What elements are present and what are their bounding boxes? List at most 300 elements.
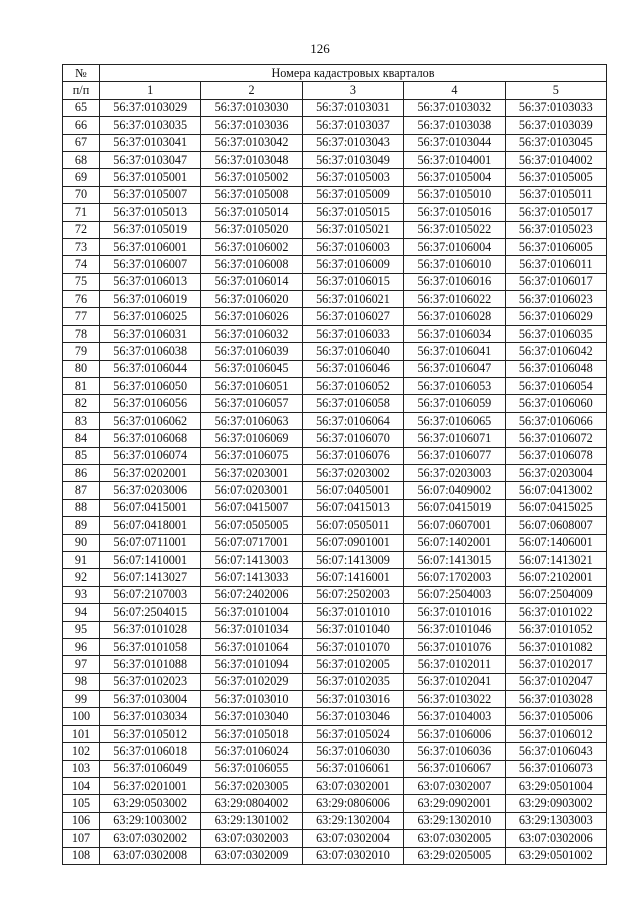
cadastral-number-cell: 56:37:0203003	[404, 464, 505, 481]
cadastral-number-cell: 56:37:0104001	[404, 151, 505, 168]
cadastral-number-cell: 56:07:1406001	[505, 534, 606, 551]
cadastral-number-cell: 56:37:0102035	[302, 673, 403, 690]
row-number-cell: 99	[63, 691, 100, 708]
table-row	[63, 830, 607, 847]
table-row	[63, 656, 607, 673]
cadastral-number-cell: 56:07:0409002	[404, 482, 505, 499]
cadastral-number-cell: 56:37:0101058	[100, 638, 201, 655]
cadastral-number-cell: 56:37:0106076	[302, 447, 403, 464]
cadastral-number-cell: 63:29:0501004	[505, 778, 606, 795]
table-row	[63, 134, 607, 151]
cadastral-number-cell: 56:37:0105009	[302, 186, 403, 203]
row-number-cell: 90	[63, 534, 100, 551]
column-number: 3	[302, 82, 403, 99]
row-number-cell: 72	[63, 221, 100, 238]
row-number-cell: 104	[63, 778, 100, 795]
cadastral-number-cell: 56:37:0102047	[505, 673, 606, 690]
cadastral-number-cell: 63:07:0302004	[302, 830, 403, 847]
cadastral-number-cell: 56:37:0106028	[404, 308, 505, 325]
cadastral-number-cell: 56:37:0106007	[100, 256, 201, 273]
row-number-cell: 91	[63, 551, 100, 568]
cadastral-number-cell: 56:37:0103038	[404, 117, 505, 134]
row-number-cell: 95	[63, 621, 100, 638]
cadastral-number-cell: 63:07:0302003	[201, 830, 302, 847]
table-row	[63, 517, 607, 534]
cadastral-number-cell: 56:07:1413009	[302, 551, 403, 568]
row-number-cell: 79	[63, 343, 100, 360]
cadastral-number-cell: 56:37:0106066	[505, 412, 606, 429]
row-number-cell: 82	[63, 395, 100, 412]
row-number-cell: 85	[63, 447, 100, 464]
table-row	[63, 464, 607, 481]
cadastral-number-cell: 63:29:1303003	[505, 812, 606, 829]
cadastral-number-cell: 56:37:0103022	[404, 691, 505, 708]
cadastral-number-cell: 56:37:0106053	[404, 378, 505, 395]
cadastral-number-cell: 56:37:0106063	[201, 412, 302, 429]
cadastral-quarters-table	[62, 64, 607, 865]
cadastral-number-cell: 56:37:0106006	[404, 725, 505, 742]
row-number-cell: 75	[63, 273, 100, 290]
table-row	[63, 795, 607, 812]
cadastral-number-cell: 56:37:0106049	[100, 760, 201, 777]
cadastral-number-cell: 56:37:0106065	[404, 412, 505, 429]
table-row	[63, 673, 607, 690]
cadastral-number-cell: 56:37:0106001	[100, 238, 201, 255]
table-row	[63, 534, 607, 551]
cadastral-number-cell: 56:07:0711001	[100, 534, 201, 551]
cadastral-number-cell: 56:37:0106015	[302, 273, 403, 290]
cadastral-number-cell: 56:07:0901001	[302, 534, 403, 551]
row-number-cell: 96	[63, 638, 100, 655]
cadastral-number-cell: 56:37:0101028	[100, 621, 201, 638]
table-row	[63, 343, 607, 360]
cadastral-number-cell: 56:37:0101022	[505, 604, 606, 621]
cadastral-number-cell: 56:37:0106012	[505, 725, 606, 742]
cadastral-number-cell: 56:37:0106009	[302, 256, 403, 273]
row-number-cell: 73	[63, 238, 100, 255]
cadastral-number-cell: 56:37:0106019	[100, 291, 201, 308]
cadastral-number-cell: 56:37:0104002	[505, 151, 606, 168]
cadastral-number-cell: 56:07:1413033	[201, 569, 302, 586]
cadastral-number-cell: 56:37:0106064	[302, 412, 403, 429]
table-row	[63, 186, 607, 203]
cadastral-number-cell: 56:37:0106045	[201, 360, 302, 377]
cadastral-number-cell: 56:37:0102011	[404, 656, 505, 673]
cadastral-number-cell: 56:07:0203001	[201, 482, 302, 499]
cadastral-number-cell: 56:07:0405001	[302, 482, 403, 499]
cadastral-number-cell: 56:37:0102029	[201, 673, 302, 690]
cadastral-number-cell: 56:37:0102005	[302, 656, 403, 673]
row-number-cell: 71	[63, 204, 100, 221]
cadastral-number-cell: 63:07:0302006	[505, 830, 606, 847]
cadastral-number-cell: 56:37:0106071	[404, 430, 505, 447]
row-number-cell: 101	[63, 725, 100, 742]
table-row	[63, 812, 607, 829]
cadastral-number-cell: 56:37:0103016	[302, 691, 403, 708]
cadastral-number-cell: 56:37:0103040	[201, 708, 302, 725]
table-row	[63, 151, 607, 168]
cadastral-number-cell: 56:37:0106020	[201, 291, 302, 308]
row-number-cell: 100	[63, 708, 100, 725]
cadastral-number-cell: 56:07:0608007	[505, 517, 606, 534]
row-number-cell: 107	[63, 830, 100, 847]
cadastral-number-cell: 56:07:2504015	[100, 604, 201, 621]
cadastral-number-cell: 56:07:2502003	[302, 586, 403, 603]
row-number-cell: 68	[63, 151, 100, 168]
table-row	[63, 743, 607, 760]
cadastral-number-cell: 56:37:0106039	[201, 343, 302, 360]
cadastral-number-cell: 56:37:0106041	[404, 343, 505, 360]
cadastral-number-cell: 56:37:0103031	[302, 99, 403, 116]
cadastral-number-cell: 56:37:0101088	[100, 656, 201, 673]
cadastral-number-cell: 56:37:0106018	[100, 743, 201, 760]
cadastral-number-cell: 56:37:0106005	[505, 238, 606, 255]
cadastral-number-cell: 56:37:0105014	[201, 204, 302, 221]
cadastral-number-cell: 56:37:0203001	[201, 464, 302, 481]
cadastral-number-cell: 56:37:0105003	[302, 169, 403, 186]
column-number: 1	[100, 82, 201, 99]
table-row	[63, 99, 607, 116]
cadastral-number-cell: 56:37:0106070	[302, 430, 403, 447]
table-row	[63, 551, 607, 568]
cadastral-number-cell: 63:29:1301002	[201, 812, 302, 829]
cadastral-number-cell: 56:37:0103004	[100, 691, 201, 708]
table-row	[63, 604, 607, 621]
cadastral-number-cell: 56:07:0415019	[404, 499, 505, 516]
row-number-cell: 108	[63, 847, 100, 864]
cadastral-number-cell: 56:37:0106033	[302, 325, 403, 342]
table-row	[63, 273, 607, 290]
cadastral-number-cell: 56:37:0106074	[100, 447, 201, 464]
table-row	[63, 204, 607, 221]
row-number-cell: 65	[63, 99, 100, 116]
cadastral-number-cell: 56:37:0106021	[302, 291, 403, 308]
cadastral-number-cell: 63:07:0302008	[100, 847, 201, 864]
cadastral-number-cell: 56:37:0103041	[100, 134, 201, 151]
cadastral-number-cell: 56:07:1413021	[505, 551, 606, 568]
table-row	[63, 708, 607, 725]
cadastral-number-cell: 56:37:0106073	[505, 760, 606, 777]
cadastral-number-cell: 56:37:0104003	[404, 708, 505, 725]
cadastral-number-cell: 56:37:0106002	[201, 238, 302, 255]
cadastral-number-cell: 56:37:0103037	[302, 117, 403, 134]
table-row	[63, 482, 607, 499]
cadastral-number-cell: 56:07:1410001	[100, 551, 201, 568]
cadastral-number-cell: 56:07:2504003	[404, 586, 505, 603]
cadastral-number-cell: 63:29:1302004	[302, 812, 403, 829]
cadastral-number-cell: 56:37:0105004	[404, 169, 505, 186]
cadastral-number-cell: 56:37:0101034	[201, 621, 302, 638]
cadastral-number-cell: 56:07:0505005	[201, 517, 302, 534]
table-row	[63, 360, 607, 377]
cadastral-number-cell: 63:29:0804002	[201, 795, 302, 812]
row-number-cell: 102	[63, 743, 100, 760]
cadastral-number-cell: 56:07:2102001	[505, 569, 606, 586]
row-number-cell: 67	[63, 134, 100, 151]
cadastral-number-cell: 56:37:0105012	[100, 725, 201, 742]
table-row	[63, 447, 607, 464]
cadastral-number-cell: 56:07:0505011	[302, 517, 403, 534]
cadastral-number-cell: 56:37:0106004	[404, 238, 505, 255]
cadastral-number-cell: 56:37:0106038	[100, 343, 201, 360]
cadastral-number-cell: 56:37:0106029	[505, 308, 606, 325]
cadastral-number-cell: 56:37:0103042	[201, 134, 302, 151]
row-number-cell: 89	[63, 517, 100, 534]
cadastral-number-cell: 56:37:0106027	[302, 308, 403, 325]
cadastral-number-cell: 56:37:0106044	[100, 360, 201, 377]
column-number: 4	[404, 82, 505, 99]
cadastral-number-cell: 56:37:0105017	[505, 204, 606, 221]
row-number-cell: 78	[63, 325, 100, 342]
cadastral-number-cell: 56:37:0106061	[302, 760, 403, 777]
cadastral-number-cell: 56:37:0106016	[404, 273, 505, 290]
cadastral-number-cell: 56:07:1413015	[404, 551, 505, 568]
cadastral-number-cell: 56:07:0415007	[201, 499, 302, 516]
table-row	[63, 169, 607, 186]
cadastral-number-cell: 63:07:0302005	[404, 830, 505, 847]
table-row	[63, 221, 607, 238]
cadastral-number-cell: 56:37:0106013	[100, 273, 201, 290]
row-number-cell: 94	[63, 604, 100, 621]
row-number-cell: 80	[63, 360, 100, 377]
cadastral-number-cell: 56:37:0105020	[201, 221, 302, 238]
cadastral-number-cell: 56:37:0106055	[201, 760, 302, 777]
table-row	[63, 847, 607, 864]
header-row-number-label: п/п	[63, 82, 100, 99]
cadastral-number-cell: 63:07:0302009	[201, 847, 302, 864]
row-number-cell: 81	[63, 378, 100, 395]
cadastral-number-cell: 56:37:0103039	[505, 117, 606, 134]
cadastral-number-cell: 56:37:0106069	[201, 430, 302, 447]
cadastral-number-cell: 56:37:0105005	[505, 169, 606, 186]
cadastral-number-cell: 56:37:0106077	[404, 447, 505, 464]
cadastral-number-cell: 56:37:0101046	[404, 621, 505, 638]
cadastral-number-cell: 56:37:0106024	[201, 743, 302, 760]
table-row	[63, 117, 607, 134]
cadastral-number-cell: 56:07:2504009	[505, 586, 606, 603]
row-number-cell: 84	[63, 430, 100, 447]
cadastral-number-cell: 56:37:0105001	[100, 169, 201, 186]
cadastral-number-cell: 56:07:0415013	[302, 499, 403, 516]
cadastral-number-cell: 56:37:0105008	[201, 186, 302, 203]
cadastral-number-cell: 56:37:0106014	[201, 273, 302, 290]
table-row	[63, 256, 607, 273]
cadastral-number-cell: 56:37:0105011	[505, 186, 606, 203]
row-number-cell: 88	[63, 499, 100, 516]
cadastral-number-cell: 56:37:0106036	[404, 743, 505, 760]
cadastral-number-cell: 56:37:0101004	[201, 604, 302, 621]
table-row	[63, 778, 607, 795]
cadastral-number-cell: 63:07:0302007	[404, 778, 505, 795]
cadastral-number-cell: 56:37:0106040	[302, 343, 403, 360]
table-row	[63, 691, 607, 708]
row-number-cell: 70	[63, 186, 100, 203]
cadastral-number-cell: 56:37:0103028	[505, 691, 606, 708]
table-body	[63, 99, 607, 864]
cadastral-number-cell: 56:37:0103036	[201, 117, 302, 134]
table-row	[63, 308, 607, 325]
cadastral-number-cell: 56:37:0102023	[100, 673, 201, 690]
cadastral-number-cell: 56:37:0103010	[201, 691, 302, 708]
cadastral-number-cell: 63:07:0302001	[302, 778, 403, 795]
cadastral-number-cell: 56:37:0103035	[100, 117, 201, 134]
cadastral-number-cell: 63:29:0503002	[100, 795, 201, 812]
cadastral-number-cell: 56:37:0106058	[302, 395, 403, 412]
row-number-cell: 98	[63, 673, 100, 690]
cadastral-number-cell: 63:07:0302010	[302, 847, 403, 864]
cadastral-number-cell: 56:37:0106047	[404, 360, 505, 377]
cadastral-number-cell: 56:07:0415001	[100, 499, 201, 516]
cadastral-number-cell: 63:29:0501002	[505, 847, 606, 864]
cadastral-number-cell: 56:37:0106048	[505, 360, 606, 377]
cadastral-number-cell: 56:37:0203004	[505, 464, 606, 481]
cadastral-number-cell: 56:07:2402006	[201, 586, 302, 603]
table-row	[63, 238, 607, 255]
table-row	[63, 412, 607, 429]
cadastral-number-cell: 56:37:0103048	[201, 151, 302, 168]
table-row	[63, 291, 607, 308]
cadastral-number-cell: 56:37:0103029	[100, 99, 201, 116]
cadastral-number-cell: 56:37:0101076	[404, 638, 505, 655]
cadastral-number-cell: 63:29:1003002	[100, 812, 201, 829]
cadastral-number-cell: 56:37:0106072	[505, 430, 606, 447]
cadastral-number-cell: 56:37:0105022	[404, 221, 505, 238]
cadastral-number-cell: 56:07:1402001	[404, 534, 505, 551]
row-number-cell: 74	[63, 256, 100, 273]
cadastral-number-cell: 56:37:0106043	[505, 743, 606, 760]
cadastral-number-cell: 56:37:0103033	[505, 99, 606, 116]
cadastral-number-cell: 56:37:0105024	[302, 725, 403, 742]
cadastral-number-cell: 56:37:0101070	[302, 638, 403, 655]
cadastral-number-cell: 56:37:0101010	[302, 604, 403, 621]
cadastral-number-cell: 56:37:0203002	[302, 464, 403, 481]
header-group-title: Номера кадастровых кварталов	[100, 65, 607, 82]
cadastral-number-cell: 63:29:0903002	[505, 795, 606, 812]
cadastral-number-cell: 56:37:0106056	[100, 395, 201, 412]
cadastral-number-cell: 56:37:0106032	[201, 325, 302, 342]
cadastral-number-cell: 56:07:1413003	[201, 551, 302, 568]
cadastral-number-cell: 56:37:0103046	[302, 708, 403, 725]
cadastral-number-cell: 56:37:0203005	[201, 778, 302, 795]
table-row	[63, 569, 607, 586]
row-number-cell: 77	[63, 308, 100, 325]
row-number-cell: 97	[63, 656, 100, 673]
cadastral-number-cell: 56:37:0105002	[201, 169, 302, 186]
cadastral-number-cell: 56:37:0106003	[302, 238, 403, 255]
cadastral-number-cell: 56:37:0203006	[100, 482, 201, 499]
cadastral-number-cell: 56:37:0106030	[302, 743, 403, 760]
cadastral-number-cell: 56:37:0106026	[201, 308, 302, 325]
cadastral-number-cell: 56:37:0102041	[404, 673, 505, 690]
cadastral-number-cell: 56:37:0101016	[404, 604, 505, 621]
cadastral-number-cell: 63:29:1302010	[404, 812, 505, 829]
cadastral-number-cell: 56:37:0106051	[201, 378, 302, 395]
cadastral-number-cell: 56:37:0106022	[404, 291, 505, 308]
cadastral-number-cell: 56:07:0415025	[505, 499, 606, 516]
row-number-cell: 105	[63, 795, 100, 812]
cadastral-number-cell: 56:37:0103034	[100, 708, 201, 725]
cadastral-number-cell: 56:07:0717001	[201, 534, 302, 551]
row-number-cell: 87	[63, 482, 100, 499]
cadastral-number-cell: 56:37:0106031	[100, 325, 201, 342]
cadastral-number-cell: 56:37:0106062	[100, 412, 201, 429]
cadastral-number-cell: 56:37:0106060	[505, 395, 606, 412]
row-number-cell: 66	[63, 117, 100, 134]
cadastral-number-cell: 56:37:0106067	[404, 760, 505, 777]
cadastral-number-cell: 56:37:0106059	[404, 395, 505, 412]
row-number-cell: 83	[63, 412, 100, 429]
cadastral-number-cell: 56:07:0418001	[100, 517, 201, 534]
cadastral-number-cell: 56:37:0106011	[505, 256, 606, 273]
cadastral-number-cell: 56:37:0105013	[100, 204, 201, 221]
cadastral-number-cell: 56:37:0101064	[201, 638, 302, 655]
cadastral-number-cell: 56:37:0106068	[100, 430, 201, 447]
cadastral-number-cell: 56:37:0106054	[505, 378, 606, 395]
cadastral-number-cell: 56:07:2107003	[100, 586, 201, 603]
cadastral-number-cell: 56:37:0106046	[302, 360, 403, 377]
table-row	[63, 499, 607, 516]
table-row	[63, 621, 607, 638]
row-number-cell: 106	[63, 812, 100, 829]
cadastral-number-cell: 56:37:0202001	[100, 464, 201, 481]
cadastral-number-cell: 56:37:0103049	[302, 151, 403, 168]
table-row	[63, 725, 607, 742]
table-row	[63, 760, 607, 777]
cadastral-number-cell: 56:37:0106025	[100, 308, 201, 325]
cadastral-number-cell: 63:07:0302002	[100, 830, 201, 847]
cadastral-number-cell: 56:37:0105016	[404, 204, 505, 221]
cadastral-number-cell: 56:37:0105021	[302, 221, 403, 238]
cadastral-number-cell: 56:37:0103047	[100, 151, 201, 168]
table-header	[63, 65, 607, 100]
header-number-symbol: №	[63, 65, 100, 82]
cadastral-number-cell: 56:37:0102017	[505, 656, 606, 673]
row-number-cell: 93	[63, 586, 100, 603]
cadastral-number-cell: 56:37:0103044	[404, 134, 505, 151]
page-number: 126	[310, 41, 330, 56]
cadastral-number-cell: 56:37:0101040	[302, 621, 403, 638]
cadastral-number-cell: 56:37:0105023	[505, 221, 606, 238]
table-row	[63, 430, 607, 447]
table-row	[63, 586, 607, 603]
cadastral-number-cell: 56:37:0105006	[505, 708, 606, 725]
cadastral-number-cell: 56:37:0106078	[505, 447, 606, 464]
cadastral-number-cell: 56:37:0105007	[100, 186, 201, 203]
cadastral-number-cell: 56:37:0106017	[505, 273, 606, 290]
cadastral-number-cell: 63:29:0902001	[404, 795, 505, 812]
row-number-cell: 69	[63, 169, 100, 186]
cadastral-number-cell: 56:37:0105019	[100, 221, 201, 238]
cadastral-number-cell: 56:37:0106034	[404, 325, 505, 342]
cadastral-number-cell: 56:37:0201001	[100, 778, 201, 795]
cadastral-number-cell: 56:37:0105018	[201, 725, 302, 742]
cadastral-number-cell: 63:29:0806006	[302, 795, 403, 812]
cadastral-number-cell: 56:37:0101082	[505, 638, 606, 655]
cadastral-number-cell: 56:37:0103032	[404, 99, 505, 116]
cadastral-number-cell: 56:07:1413027	[100, 569, 201, 586]
row-number-cell: 92	[63, 569, 100, 586]
cadastral-number-cell: 56:07:1702003	[404, 569, 505, 586]
row-number-cell: 86	[63, 464, 100, 481]
cadastral-number-cell: 56:37:0106010	[404, 256, 505, 273]
cadastral-number-cell: 56:37:0105015	[302, 204, 403, 221]
cadastral-number-cell: 56:37:0103030	[201, 99, 302, 116]
column-number: 5	[505, 82, 606, 99]
table-row	[63, 325, 607, 342]
cadastral-number-cell: 56:37:0106035	[505, 325, 606, 342]
cadastral-number-cell: 56:37:0106023	[505, 291, 606, 308]
cadastral-number-cell: 56:37:0106008	[201, 256, 302, 273]
